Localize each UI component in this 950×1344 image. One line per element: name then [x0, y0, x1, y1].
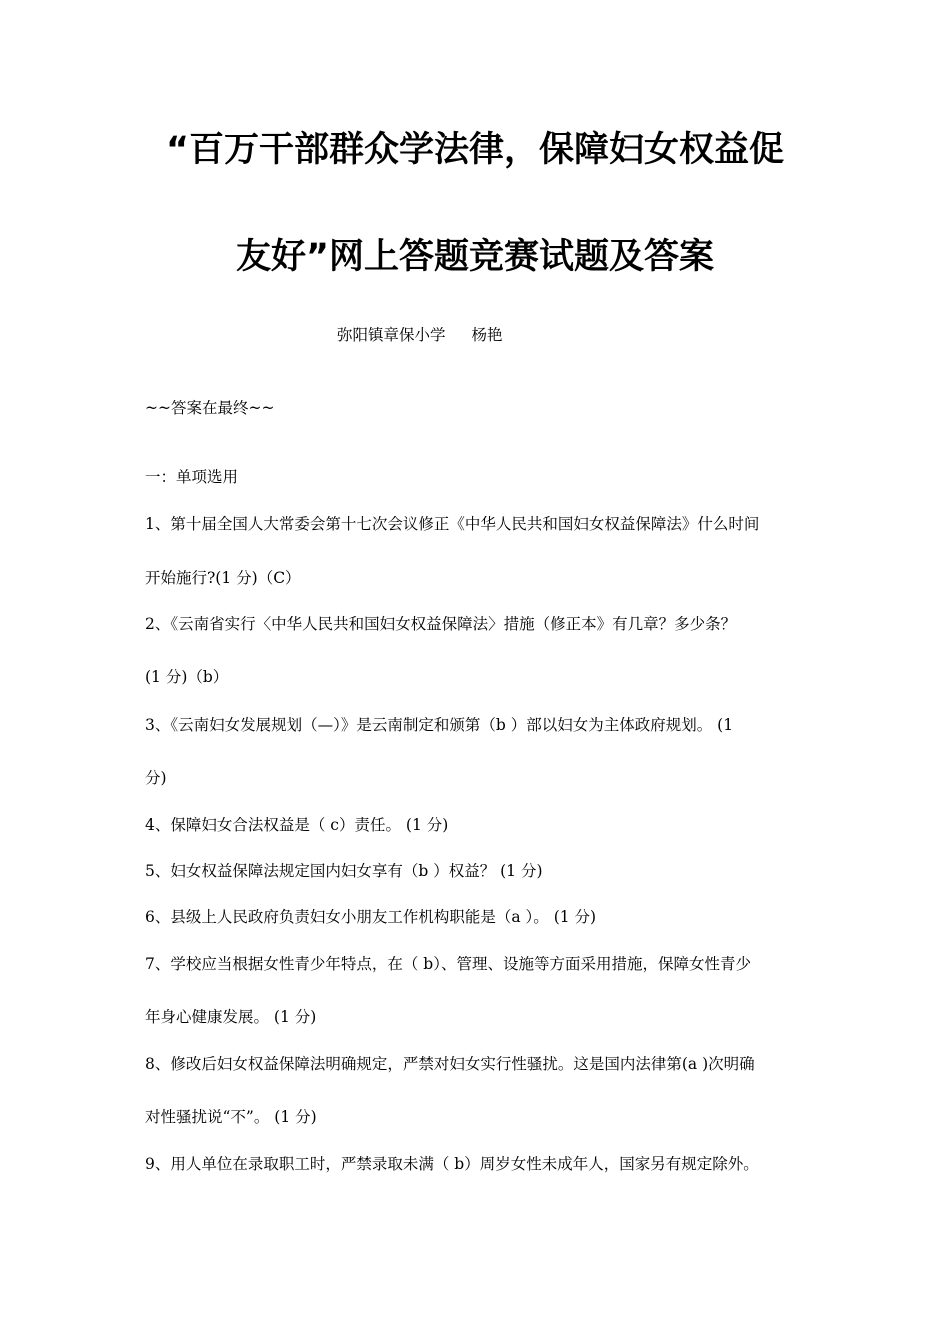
question-line: 6、县级上人民政府负责妇女小朋友工作机构职能是（a ）。 (1 分) [145, 908, 597, 926]
question-line: 2、《云南省实行〈中华人民共和国妇女权益保障法〉措施（修正本》有几章？多少条？ [145, 615, 737, 633]
question-line: 8、修改后妇女权益保障法明确规定，严禁对妇女实行性骚扰。这是国内法律第(a )次明确 [145, 1055, 755, 1073]
question-line: 开始施行?(1 分)（C） [145, 569, 301, 587]
question-line: 4、保障妇女合法权益是（ c）责任。 (1 分) [145, 816, 449, 834]
answer-note: ~~答案在最终~~ [145, 399, 275, 417]
section-heading: 一：单项选用 [145, 468, 239, 486]
question-line: 分) [145, 769, 167, 787]
author-line [337, 324, 503, 346]
question-line: 1、第十届全国人大常委会第十七次会议修正《中华人民共和国妇女权益保障法》什么时间 [145, 515, 760, 533]
document-title-line-1: “百万干部群众学法律，保障妇女权益促 [165, 130, 784, 170]
question-line: 年身心健康发展。 (1 分) [145, 1008, 317, 1026]
author-name: 杨艳 [471, 326, 503, 344]
question-line: 3、《云南妇女发展规划（—）》是云南制定和颁第（b ）部以妇女为主体政府规划。 (1 [145, 716, 734, 734]
document-title-line-2: 友好”网上答题竞赛试题及答案 [235, 237, 714, 277]
question-line: 5、妇女权益保障法规定国内妇女享有（b ）权益？ (1 分) [145, 862, 543, 880]
question-line: 对性骚扰说“不”。 (1 分) [145, 1108, 317, 1126]
question-line: 7、学校应当根据女性青少年特点，在（ b）、管理、设施等方面采用措施，保障女性青少 [145, 955, 751, 973]
author-school: 弥阳镇章保小学 [337, 326, 446, 344]
question-line: 9、用人单位在录取职工时，严禁录取未满（ b）周岁女性未成年人，国家另有规定除外。 [145, 1155, 759, 1173]
question-line: (1 分)（b） [145, 668, 229, 686]
